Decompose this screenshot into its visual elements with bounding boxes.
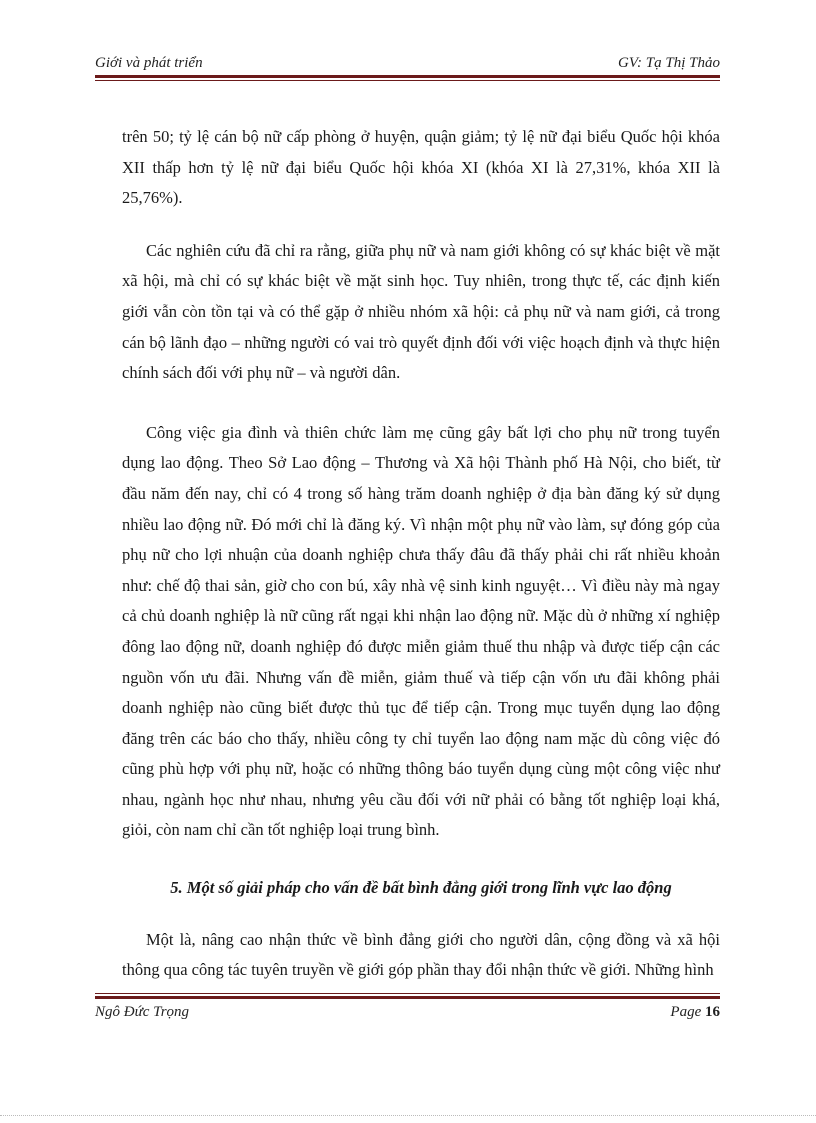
header-instructor: GV: Tạ Thị Thảo (618, 55, 720, 71)
page-footer (95, 1001, 720, 1023)
footer-page (670, 1004, 720, 1021)
document-body (122, 122, 720, 986)
header-rule-thick (95, 75, 720, 78)
footer-page-number: 16 (705, 1003, 720, 1020)
footer-author: Ngô Đức Trọng (95, 1003, 190, 1020)
header-course-title: Giới và phát triển (95, 55, 203, 71)
page-bottom-border (0, 1115, 816, 1116)
paragraph-gender-stereotypes: Các nghiên cứu đã chỉ ra rằng, giữa phụ nữ và nam giới không có sự khác biệt về mặt xã hội, mà chỉ có sự khác biệt về mặt sinh học. Tuy nhiên, trong thực tế, các định kiến giới vẫn còn tồn tại và có thể gặp ở nhiều nhóm xã hội: cả phụ nữ và nam giới, cả trong cán bộ lãnh đạo – những người có vai trò quyết định đối với việc hoạch định và thực hiện chính sách đối với phụ nữ – và người dân. (122, 240, 720, 383)
paragraph-recruitment-disadvantage: Công việc gia đình và thiên chức làm mẹ cũng gây bất lợi cho phụ nữ trong tuyển dụng lao động. Theo Sở Lao động – Thương và Xã hội Thành phố Hà Nội, cho biết, từ đầu năm đến nay, chỉ có 4 trong số hàng trăm doanh nghiệp ở địa bàn đăng ký sử dụng nhiều lao động nữ. Đó mới chỉ là đăng ký. Vì nhận một phụ nữ vào làm, sự đóng góp của phụ nữ cho lợi nhuận của doanh nghiệp chưa thấy đâu đã thấy phải chi rất nhiều khoản như: chế độ thai sản, giờ cho con bú, xây nhà vệ sinh kinh nguyệt… Vì điều này mà ngay cả chủ doanh nghiệp là nữ cũng rất ngại khi nhận lao động nữ. Mặc dù ở những xí nghiệp đông lao động nữ, doanh nghiệp đó được miễn giảm thuế thu nhập và được tiếp cận các nguồn vốn ưu đãi. Nhưng vấn đề miễn, giảm thuế và tiếp cận vốn ưu đãi không phải doanh nghiệp nào cũng biết được thủ tục để tiếp cận. Trong mục tuyển dụng lao động đăng trên các báo cho thấy, nhiều công ty chỉ tuyển lao động nam mặc dù công việc đó cũng phù hợp với phụ nữ, hoặc có những thông báo tuyển dụng cùng một công việc như nhau, ngành học như nhau, nhưng yêu cầu đối với nữ phải có bằng tốt nghiệp loại khá, giỏi, còn nam chỉ cần tốt nghiệp loại trung bình. (122, 422, 720, 840)
footer-rule-thin (95, 993, 720, 994)
section-heading: 5. Một số giải pháp cho vấn đề bất bình đẳng giới trong lĩnh vực lao động (170, 878, 672, 898)
footer-rule-thick (95, 996, 720, 999)
header-rule-thin (95, 80, 720, 81)
page-header (95, 48, 720, 72)
footer-page-label: Page (670, 1003, 702, 1020)
paragraph-solution-one: Một là, nâng cao nhận thức về bình đẳng giới cho người dân, cộng đồng và xã hội thông qua công tác tuyên truyền về giới góp phần thay đổi nhận thức về giới. Những hình (122, 929, 720, 980)
continued-paragraph: trên 50; tỷ lệ cán bộ nữ cấp phòng ở huyện, quận giảm; tỷ lệ nữ đại biểu Quốc hội khóa XII thấp hơn tỷ lệ nữ đại biểu Quốc hội khóa XI (khóa XI là 27,31%, khóa XII là 25,76%). (122, 127, 720, 208)
